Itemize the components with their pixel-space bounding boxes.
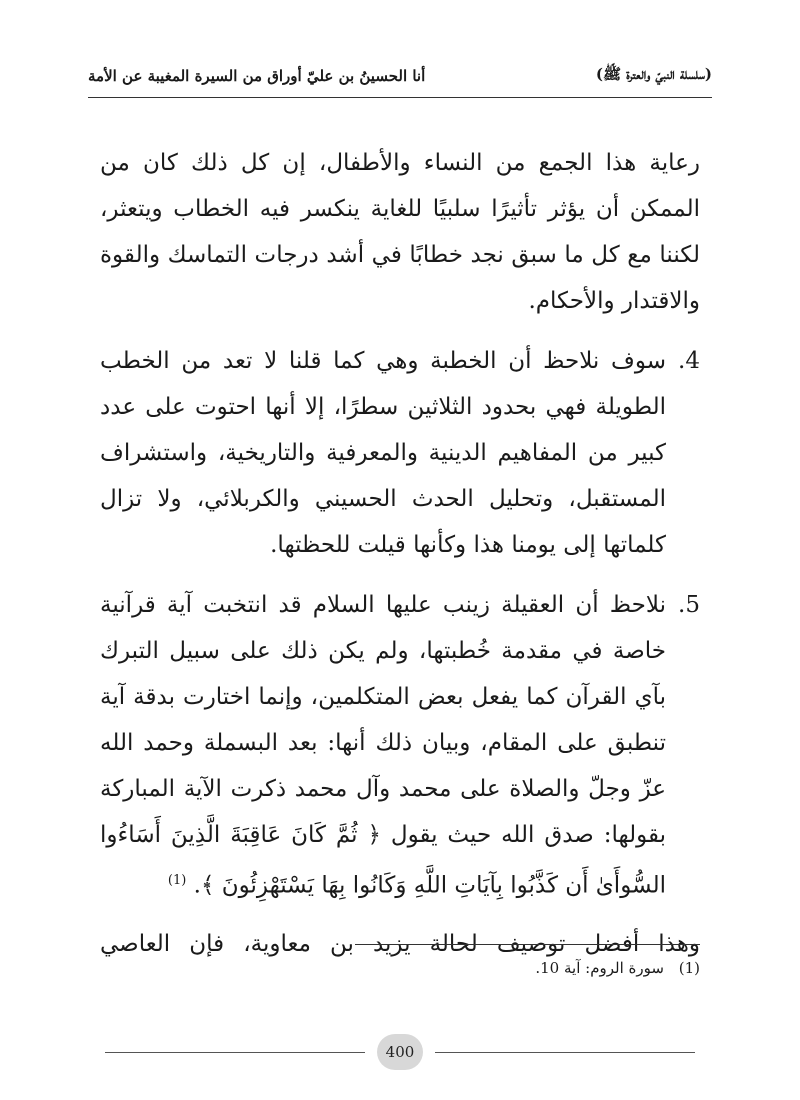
- footnote: [100, 956, 700, 980]
- footnote-text: سورة الروم: آية 10.: [535, 959, 664, 977]
- header-divider: [88, 97, 712, 98]
- main-text: [100, 140, 700, 967]
- page-number-rule-right: [435, 1052, 695, 1053]
- page-number-rule-left: [105, 1052, 365, 1053]
- footnote-divider: [355, 944, 700, 945]
- list-item-content: [100, 582, 666, 909]
- intro-paragraph: رعاية هذا الجمع من النساء والأطفال، إن كل ذلك كان من الممكن أن يؤثر تأثيرًا سلبيًا للغاية ينكسر فيه الخطاب ويتعثر، لكننا مع كل ما سبق نجد خطابًا في أشد درجات التماسك والقوة والاقتدار والأحكام.: [100, 150, 700, 314]
- page-number: 400: [377, 1034, 423, 1070]
- footnote-number: (1): [678, 959, 700, 977]
- running-header: [88, 58, 712, 94]
- series-title: (سلسلة النبيّ والعترة ﷺ): [595, 65, 712, 83]
- list-item-text: نلاحظ أن العقيلة زينب عليها السلام قد انتخبت آية قرآنية خاصة في مقدمة خُطبتها، ولم يكن ذلك على سبيل التبرك بآي القرآن كما يفعل بعض المتكلمين، وإنما اختارت بدقة آية تنطبق على المقام، وبيان ذلك أنها: بعد البسملة وحمد الله عزّ وجلّ والصلاة على محمد وآل محمد ذكرت الآية المباركة بقولها: صدق الله حيث يقول ﴿ ثُمَّ كَانَ عَاقِبَةَ الَّذِينَ أَسَاءُوا السُّوأَىٰ أَن كَذَّبُوا بِآيَاتِ اللَّهِ وَكَانُوا بِهَا يَسْتَهْزِئُونَ ﴾.: [100, 592, 666, 899]
- book-title: أنا الحسينُ بن عليّ أوراق من السيرة المغيبة عن الأمة: [88, 67, 426, 85]
- closing-line: وهذا أفضل توصيف لحالة يزيد بن معاوية، فإن العاصي: [100, 930, 700, 957]
- list-item-5: [100, 582, 700, 909]
- list-item-4: [100, 338, 700, 568]
- list-item-text: سوف نلاحظ أن الخطبة وهي كما قلنا لا تعد من الخطب الطويلة فهي بحدود الثلاثين سطرًا، إلا أنها احتوت على عدد كبير من المفاهيم الدينية والمعرفية والتاريخية، واستشراف المستقبل، وتحليل الحدث الحسيني والكربلائي، ولا تزال كلماتها إلى يومنا هذا وكأنها قيلت للحظتها.: [100, 348, 666, 558]
- list-item-number: 5.: [678, 592, 700, 618]
- list-item-number: 4.: [678, 348, 700, 374]
- footnote-marker[interactable]: (1): [167, 873, 187, 888]
